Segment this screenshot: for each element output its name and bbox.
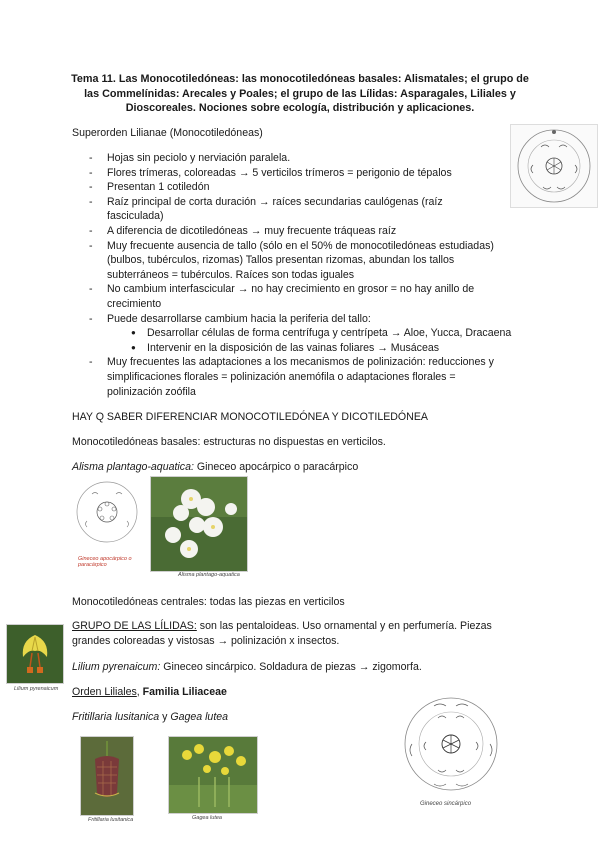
liliaceae-floral-diagram [398,694,504,794]
lilium-line: Lilium pyrenaicum: Gineceo sincárpico. Soldadura de piezas → zigomorfa. [72,661,422,673]
alisma-photo-caption: Alisma plantago-aquatica [178,572,240,578]
characteristics-list [89,151,529,399]
list-item: - Hojas sin peciolo y nerviación paralela. [89,151,529,166]
alisma-line: Alisma plantago-aquatica: Gineceo apocárpico o paracárpico [72,461,359,473]
sub-list-item: ● Desarrollar células de forma centrífuga y centrípeta → Aloe, Yucca, Dracaena [129,326,529,341]
lilium-photo-caption: Lilium pyrenaicum [14,686,59,692]
lilium-photo [6,624,64,684]
alisma-photo [150,476,248,572]
list-item: - Flores trímeras, coloreadas → 5 verticilos trímeros = perigonio de tépalos [89,166,529,181]
species-line: Fritillaria lusitanica y Gagea lutea [72,711,229,723]
lilidas-text: GRUPO DE LAS LÍLIDAS: son las pentaloideas. Uso ornamental y en perfumería. Piezas grandes coloreadas y vistosas → polinización x insectos. [72,620,492,647]
list-item: - No cambium interfascicular → no hay crecimiento en grosor = no hay anillo de crecimiento [89,282,529,311]
list-item: - Presentan 1 cotiledón [89,180,529,195]
list-item: - Puede desarrollarse cambium hacia la periferia del tallo: ● Desarrollar células de forma centrífuga y centrípeta → Aloe, Yucca, Dracaena ● Intervenir en la disposición de las vainas foliares → Musáceas [89,312,529,356]
centrales-text: Monocotiledóneas centrales: todas las piezas en verticilos [72,596,345,608]
alisma-diagram [72,476,142,566]
familia-label: Familia Liliaceae [142,686,227,698]
cambium-sublist [129,326,529,355]
orden-line: Orden Liliales, Familia Liliaceae [72,686,227,698]
gagea-caption: Gagea lutea [192,815,222,821]
sub-list-item: ● Intervenir en la disposición de las vainas foliares → Musáceas [129,341,529,356]
note-heading: HAY Q SABER DIFERENCIAR MONOCOTILEDÓNEA Y DICOTILEDÓNEA [72,411,428,423]
list-item: - A diferencia de dicotiledóneas → muy frecuente tráqueas raíz [89,224,529,239]
gagea-photo [168,736,258,814]
list-item: - Raíz principal de corta duración → raíces secundarias caulógenas (raíz fasciculada) [89,195,529,224]
alisma-diagram-caption: Gineceo apocárpico o paracárpico [78,556,132,568]
list-item: - Muy frecuentes las adaptaciones a los mecanismos de polinización: reducciones y simplificaciones florales = polinización anemófila o adaptaciones florales = polinización zoófila [89,355,529,399]
list-item: - Muy frecuente ausencia de tallo (sólo en el 50% de monocotiledóneas estudiadas) (bulbos, tubérculos, rizomas) Tallos presentan rizomas, abundan los tallos subterráneos = tubérculos. Raíces son todas iguales [89,239,529,283]
lilium-species: Lilium pyrenaicum: [72,661,161,673]
page-title: Tema 11. Las Monocotiledóneas: las monocotiledóneas basales: Alismatales; el grupo de las Commelínidas: Arecales y Poales; el grupo de las Lílidas: Asparagales, Liliales y Dioscoreales. Nociones sobre ecología, distribución y aplicaciones. [71,73,529,114]
lilidas-heading: GRUPO DE LAS LÍLIDAS: [72,620,197,632]
basales-text: Monocotiledóneas basales: estructuras no dispuestas en verticilos. [72,436,386,448]
superorden-heading: Superorden Lilianae (Monocotiledóneas) [72,127,263,139]
sincarpico-caption: Gineceo sincárpico [420,801,472,807]
fritillaria-photo [80,736,134,816]
alisma-species: Alisma plantago-aquatica: [72,461,194,473]
orden-label: Orden Liliales [72,686,137,698]
fritillaria-caption: Fritillaria lusitanica [88,817,134,823]
